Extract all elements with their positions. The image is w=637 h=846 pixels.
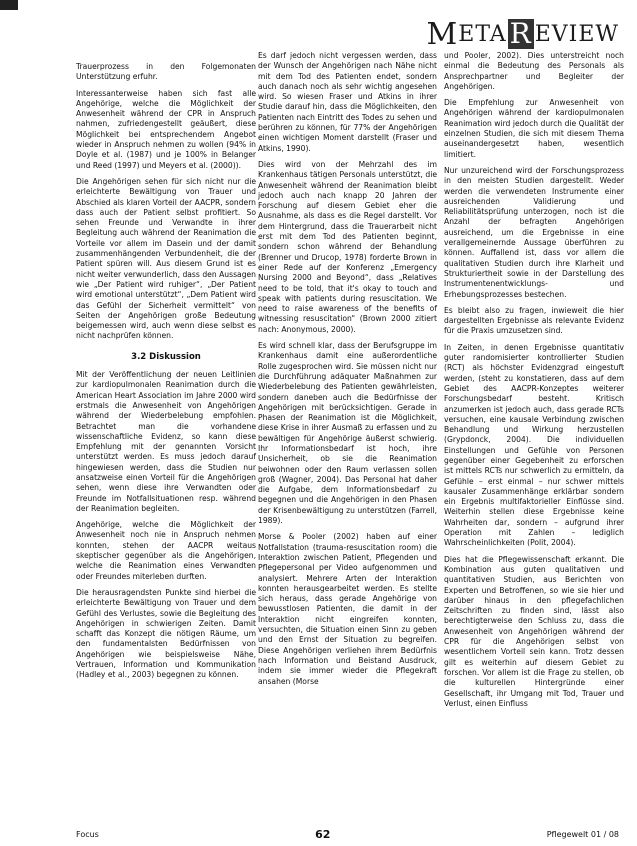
paragraph: Die Empfehlung zur Anwesenheit von Angehörigen während der kardiopulmonalen Reanimation wird jedoch durch die Qualität der einzelnen Studien, die sich mit diesem Thema auseinandergesetzt haben, wesentlich limitiert. [444,98,624,159]
logo-letter-m: M [426,16,459,52]
column-right [444,51,624,715]
logo-text-eview: EVIEW [534,21,619,47]
paragraph: Dies hat die Pflegewissenschaft erkannt. Die Kombination aus guten qualitativen und quantitativen Studien, aus Berichten von Experten und Betroffenen, so wie sie hier und darüber hinaus in den pflegefachlichen Zeitschriften zu finden sind, lässt also berechtigterweise den Schluss zu, dass die Anwesenheit von Angehörigen während der CPR für die Angehörigen selbst von wesentlichem Vorteil sein kann. Trotz dessen gilt es weiterhin auf diesem Gebiet zu forschen. Vor allem ist die Frage zu stellen, ob die kulturellen Hintergründe einer Gesellschaft, ihr Umgang mit Tod, Trauer und Verlust, einen Einfluss [444,554,624,708]
page-corner-mark [0,0,18,10]
paragraph: Angehörige, welche die Möglichkeit der Anwesenheit noch nie in Anspruch nehmen konnten, stehen der AACPR weitaus skeptischer gegenüber als die Angehörigen, welche die Reanimation eines Verwandten oder Freundes miterleben durften. [76,520,256,581]
paragraph: Morse & Pooler (2002) haben auf einer Notfallstation (trauma-resuscitation room) die Interaktion zwischen Patient, Pflegenden und Pflegepersonal per Video aufgenommen und analysiert. Mehrere Arten der Interaktion konnten herausgearbeitet werden. Es stellte sich heraus, dass gerade Angehörige von bewusstlosen Patienten, die damit in der Interaktion nicht eingreifen konnten, versuchten, die Situation einen Sinn zu geben und den Ernst der Situation zu begreifen. Diese Angehörigen verliehen ihrem Bedürfnis nach Information und Beistand Ausdruck, indem sie immer wieder die Pflegekraft ansahen (Morse [258,532,437,686]
section-heading: 3.2 Diskussion [131,351,201,362]
footer-issue-label: Pflegewelt 01 / 08 [546,830,619,839]
paragraph: und Pooler, 2002). Dies unterstreicht noch einmal die Bedeutung des Personals als Ansprechpartner und Begleiter der Angehörigen. [444,51,624,91]
paragraph: In Zeiten, in denen Ergebnisse quantitativ guter randomisierter kontrollierter Studien (RCT) als höchster Evidenzgrad eingestuft werden, (steht zu konstatieren, dass auf dem Gebiet des AACPR-Konzeptes weiterer Forschungsbedarf besteht. Kritisch anzumerken ist jedoch auch, dass gerade RCTs versuchen, eine kausale Verbindung zwischen Behandlung und Wirkung herzustellen (Grypdonck, 2004). Die individuellen Einstellungen und Gefühle von Personen gegenüber einer Gegebenheit zu erforschen ist mittels RCTs nur schwerlich zu ermitteln, da Gefühle – erst einmal – nur schwer mittels kausaler Zusammenhänge erklärbar sondern ein Ergebnis multifaktorieller Einflüsse sind. Weiterhin stellen diese Ergebnisse keine Wahrheiten dar, sondern – aufgrund ihrer Operation mit Zahlen – lediglich Wahrscheinlichkeiten (Polit, 2004). [444,342,624,548]
paragraph: Es wird schnell klar, dass der Berufsgruppe im Krankenhaus damit eine außerordentliche Rolle zugesprochen wird. Sie müssen nicht nur die Durchführung adäquater Maßnahmen zur Wiederbelebung des Patienten gewährleisten, sondern daneben auch die Bedürfnisse der Angehörigen mit berücksichtigen. Gerade in Phasen der Reanimation ist die Möglichkeit, diese Krise in ihrer Ausmaß zu erfassen und zu bewältigen für Angehörige äußerst schwierig. Ihr Informationsbedarf ist hoch, ihre Unsicherheit, ob sie die Reanimation beiwohnen oder den Raum verlassen sollen groß (Wagner, 2004). Das Personal hat daher die Aufgabe, dem Informationsbedarf zu begegnen und die Angehörigen in den Phasen der Krisenbewältigung zu unterstützen (Farrell, 1989). [258,341,437,526]
logo-text-eta: ETA [458,21,507,47]
paragraph: Nur unzureichend wird der Forschungsprozess in den meisten Studien dargestellt. Weder werden die verwendeten Instrumente einer ausreichenden Validierung und Reliabilitätsprüfung unterzogen, noch ist die Anzahl der befragten Angehörigen ausreichend, um die Ergebnisse in eine verallgemeinernde Aussage überführen zu können. Auffallend ist, dass vor allem die qualitativen Studien durch ihre Klarheit und Strukturiertheit sowie in der Darstellung des Instrumentenentwicklungs- und Erhebungsprozesses bestechen. [444,165,624,299]
paragraph: Dies wird von der Mehrzahl des im Krankenhaus tätigen Personals unterstützt, die Anwesenheit während der Reanimation bleibt jedoch auch nach knapp 20 Jahren der Forschung auf diesem Gebiet eher die Ausnahme, als dass es die Regel darstellt. Vor dem Hintergrund, dass die Trauerarbeit nicht erst mit dem Tod des Patienten beginnt, sondern schon während der Behandlung (Brenner und Drucop, 1978) forderte Brown in einer Rede auf der Konferenz „Emergency Nursing 2000 and Beyond“, dass „Relatives need to be told, that it's okay to touch and speak with patients during resuscitation. We need to raise awareness of the benefits of witnessing resuscitation“ (Brown 2000 zitiert nach: Anonymous, 2000). [258,159,437,334]
paragraph: Es bleibt also zu fragen, inwieweit die hier dargestellten Ergebnisse als relevante Evidenz für die Praxis umzusetzen sind. [444,305,624,336]
paragraph: Interessanterweise haben sich fast alle Angehörige, welche die Möglichkeit der Anwesenheit während der CPR in Anspruch nahmen, zufriedengestellt geäußert, diese Möglichkeit bei entsprechendem Angebot wieder in Anspruch nehmen zu wollen (94% in Doyle et al. (1987) und je 100% in Belanger und Reed (1997) und Meyers et al. (2000)). [76,88,256,170]
paragraph: Trauerprozess in den Folgemonaten Unterstützung erfuhr. [76,62,256,82]
paragraph: Mit der Veröffentlichung der neuen Leitlinien zur kardiopulmonalen Reanimation durch die American Heart Association im Jahre 2000 wird erstmals die Anwesenheit von Angehörigen während der Wiederbelebung empfohlen. Betrachtet man die vorhandene wissenschaftliche Evidenz, so kann diese Empfehlung mit der genannten Vorsicht unterstützt werden. Es muss jedoch darauf hingewiesen werden, dass die Studien nur ansatzweise einen Vorteil für die Angehörigen sehen, wenn diese ihre Verwandten oder Freunde im Notfallsituationen resp. während der Reanimation begleiten. [76,370,256,513]
paragraph: Die Angehörigen sehen für sich nicht nur die erleichterte Bewältigung von Trauer und Abschied als klaren Vorteil der AACPR, sondern dass auch der Patient selbst profitiert. So sehen Freunde und Verwandte in ihrer Begleitung auch während der Reanimation die Vorteile vor allem im Dasein und der damit zusammenhängenden Verbundenheit, die der Patient spüren will. Aus diesem Grund ist es nicht weiter verwunderlich, dass den Aussagen wie „Der Patient wird ruhiger“, „Der Patient wird emotional unterstützt“, „Dem Patient wird das Gefühl der Sicherheit vermittelt“ von Seiten der Angehörigen große Bedeutung beigemessen wird, auch wenn diese selbst es nicht nachprüfen können. [76,176,256,341]
footer-section-label: Focus [76,830,99,839]
logo-badge-r: R [509,17,532,50]
paragraph: Die herausragendsten Punkte sind hierbei die erleichterte Bewältigung von Trauer und dem Gefühl des Verlustes, sowie die Begleitung des Angehörigen in schwierigen Zeiten. Damit schafft das Konzept die nötigen Räume, um den fundamentalsten Bedürfnissen von Angehörigen wie beispielsweise Nähe, Vertrauen, Information und Kommunikation (Hadley et al., 2003) begegnen zu können. [76,587,256,680]
journal-logo [427,16,619,52]
paragraph: Es darf jedoch nicht vergessen werden, dass der Wunsch der Angehörigen nach Nähe nicht mit dem Tod des Patienten endet, sondern auch danach noch als sehr wichtig angesehen wird. So wiesen Fraser und Atkins in ihrer Studie darauf hin, dass die Möglichkeiten, den Patienten nach Eintritt des Todes zu sehen und berühren zu können, für 77% der Angehörigen einen wichtigen Moment darstellt (Fraser und Atkins, 1990). [258,51,437,153]
page-number: 62 [315,828,331,841]
column-left [76,62,256,687]
page-footer [76,828,619,841]
column-middle [258,51,437,693]
